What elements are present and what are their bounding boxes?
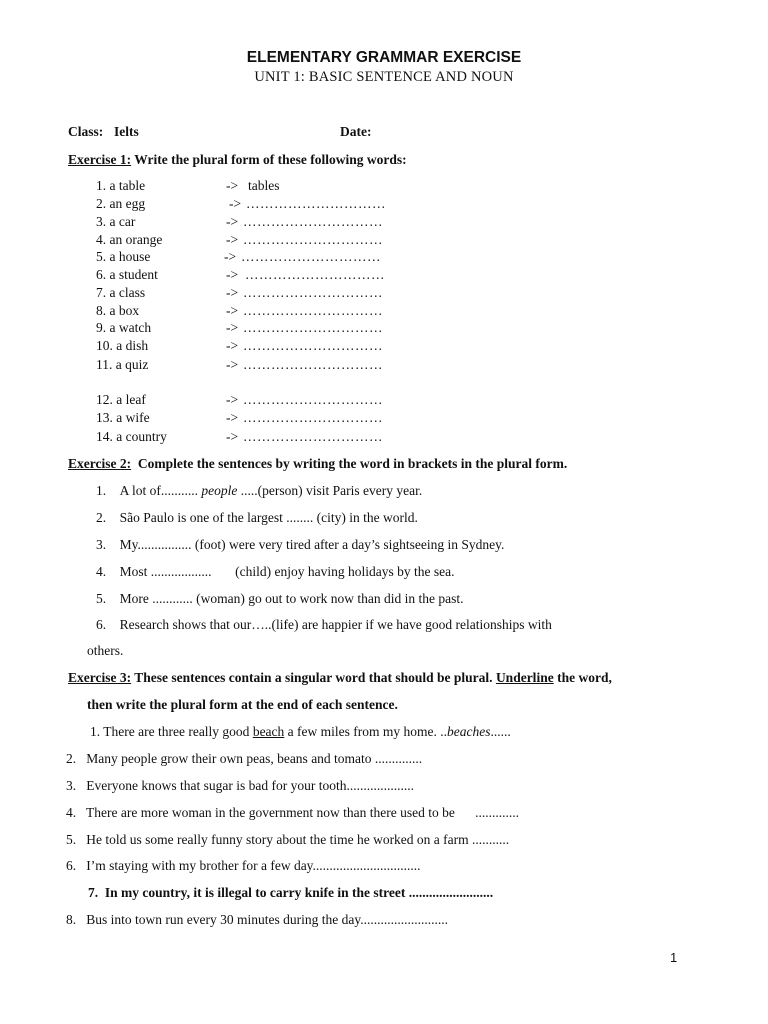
exercise-3-label: Exercise 3: bbox=[68, 670, 132, 685]
exercise-2-instruction: Complete the sentences by writing the word in brackets in the plural form. bbox=[137, 456, 568, 471]
arrow-icon: -> bbox=[229, 196, 242, 211]
list-item: 4. Most .................. (child) enjoy having holidays by the sea. bbox=[96, 564, 455, 579]
arrow-icon: -> bbox=[224, 249, 237, 264]
arrow-icon: -> bbox=[226, 285, 239, 300]
list-item: 8. a box bbox=[96, 303, 140, 318]
answer-blank: ………………………… bbox=[245, 267, 385, 282]
answer-blank: ………………………… bbox=[243, 429, 383, 444]
list-item: 6. I’m staying with my brother for a few day................................ bbox=[66, 858, 421, 873]
example-answer: beaches bbox=[447, 724, 491, 739]
example-answer: people bbox=[201, 483, 238, 498]
list-item: 6. a student bbox=[96, 267, 158, 282]
answer-blank: ………………………… bbox=[243, 392, 383, 407]
exercise-2-label: Exercise 2: bbox=[68, 456, 132, 471]
answer-blank: ………………………… bbox=[243, 285, 383, 300]
arrow-icon: -> bbox=[226, 214, 239, 229]
list-item: 6. Research shows that our…..(life) are happier if we have good relationships with bbox=[96, 617, 552, 632]
answer-blank: ………………………… bbox=[243, 410, 383, 425]
list-item: 7. In my country, it is illegal to carry knife in the street ......................... bbox=[88, 885, 494, 900]
arrow-icon: -> bbox=[226, 267, 239, 282]
class-value: Ielts bbox=[114, 124, 139, 139]
class-label: Class: bbox=[68, 124, 104, 139]
list-item: 4. an orange bbox=[96, 232, 163, 247]
exercise-1-label: Exercise 1: bbox=[68, 152, 132, 167]
list-item: 3. Everyone knows that sugar is bad for your tooth.................... bbox=[66, 778, 414, 793]
underline-keyword: Underline bbox=[495, 670, 554, 685]
answer-blank: ………………………… bbox=[246, 196, 386, 211]
underlined-word: beach bbox=[252, 724, 285, 739]
list-item: 3. a car bbox=[96, 214, 136, 229]
list-item: 5. He told us some really funny story about the time he worked on a farm ........... bbox=[66, 832, 510, 847]
document-title: ELEMENTARY GRAMMAR EXERCISE bbox=[246, 49, 522, 66]
list-item: 5. More ............ (woman) go out to work now than did in the past. bbox=[96, 591, 464, 606]
list-item: 12. a leaf bbox=[96, 392, 146, 407]
exercise-3-heading: Exercise 3: These sentences contain a singular word that should be plural. Underline the word, bbox=[68, 670, 612, 685]
list-item: 1. There are three really good beach a few miles from my home. ..beaches...... bbox=[90, 724, 511, 739]
answer-text: tables bbox=[248, 178, 280, 193]
arrow-icon: -> bbox=[226, 303, 239, 318]
list-item: 5. a house bbox=[96, 249, 151, 264]
list-item: 3. My................ (foot) were very tired after a day’s sightseeing in Sydney. bbox=[96, 537, 505, 552]
arrow-icon: -> bbox=[226, 410, 239, 425]
answer-blank: ………………………… bbox=[243, 232, 383, 247]
answer-blank: ………………………… bbox=[243, 214, 383, 229]
list-item: 1. A lot of........... people .....(person) visit Paris every year. bbox=[96, 483, 423, 498]
arrow-icon: -> bbox=[226, 392, 239, 407]
answer-blank: ………………………… bbox=[243, 320, 383, 335]
list-item: 9. a watch bbox=[96, 320, 152, 335]
date-label: Date: bbox=[340, 124, 372, 139]
page-number: 1 bbox=[670, 950, 678, 965]
arrow-icon: -> bbox=[226, 178, 239, 193]
list-item: 4. There are more woman in the government now than there used to be ............. bbox=[66, 805, 520, 820]
list-item: 13. a wife bbox=[96, 410, 150, 425]
answer-blank: ………………………… bbox=[241, 249, 381, 264]
list-item: 14. a country bbox=[96, 429, 167, 444]
arrow-icon: -> bbox=[226, 320, 239, 335]
list-item: 7. a class bbox=[96, 285, 146, 300]
answer-blank: ………………………… bbox=[243, 303, 383, 318]
list-item: 8. Bus into town run every 30 minutes during the day.......................... bbox=[66, 912, 448, 927]
arrow-icon: -> bbox=[226, 338, 239, 353]
list-item: 11. a quiz bbox=[96, 357, 149, 372]
exercise-1-instruction: Write the plural form of these following words: bbox=[134, 152, 407, 167]
list-item: 2. an egg bbox=[96, 196, 146, 211]
list-item: 2. Many people grow their own peas, beans and tomato .............. bbox=[66, 751, 423, 766]
answer-blank: ………………………… bbox=[243, 357, 383, 372]
arrow-icon: -> bbox=[226, 429, 239, 444]
arrow-icon: -> bbox=[226, 357, 239, 372]
exercise-2-heading bbox=[68, 456, 567, 472]
continuation-text: others. bbox=[87, 643, 124, 658]
answer-blank: ………………………… bbox=[243, 338, 383, 353]
list-item: 1. a table bbox=[96, 178, 146, 193]
exercise-3-instruction-line2: then write the plural form at the end of each sentence. bbox=[87, 697, 398, 712]
arrow-icon: -> bbox=[226, 232, 239, 247]
list-item: 2. São Paulo is one of the largest ........ (city) in the world. bbox=[96, 510, 418, 525]
list-item: 10. a dish bbox=[96, 338, 149, 353]
exercise-1-heading bbox=[68, 152, 407, 168]
document-subtitle: UNIT 1: BASIC SENTENCE AND NOUN bbox=[254, 69, 514, 85]
